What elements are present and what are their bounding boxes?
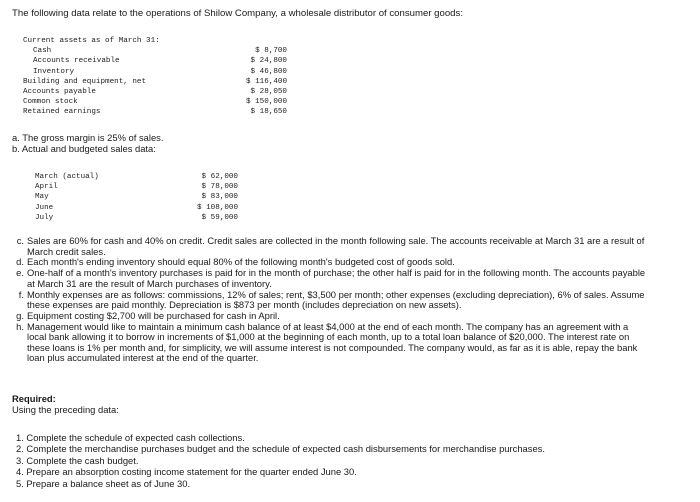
sales-month: July [35, 213, 54, 222]
sales-row [35, 182, 238, 192]
note-text: One-half of a month's inventory purchases is paid for in the month of purchase; the other half is paid for in the following month. The accounts payable at March 31 are the result of March purchases of inventory. [27, 267, 646, 289]
balance-label: Accounts receivable [33, 57, 120, 66]
sales-value: $ 62,000 [201, 173, 238, 181]
balance-row-accounts-payable [23, 87, 287, 97]
sales-row [35, 172, 238, 182]
task-item: 1. Complete the schedule of expected cash collections. [16, 432, 245, 443]
note-key: h. [16, 320, 24, 332]
balance-value: $ 150,000 [245, 98, 287, 107]
balance-value: $ 28,050 [250, 88, 287, 97]
sales-value: $ 108,000 [196, 203, 238, 212]
sales-month: June [35, 203, 54, 212]
note-f [10, 290, 650, 311]
sales-value: $ 78,000 [201, 183, 238, 192]
required-heading: Required: [12, 393, 56, 404]
balance-value: $ 18,650 [250, 108, 287, 117]
sales-row [35, 192, 238, 202]
balance-label: Common stock [23, 98, 78, 107]
note-e [10, 268, 650, 289]
note-b: b. Actual and budgeted sales data: [12, 143, 156, 155]
balance-label: Retained earnings [23, 108, 101, 117]
balance-row-building [23, 77, 287, 87]
note-key: e. [16, 267, 24, 279]
sales-data [35, 172, 238, 223]
task-item: 4. Prepare an absorption costing income statement for the quarter ended June 30. [16, 466, 357, 478]
note-c [10, 236, 650, 257]
sales-value: $ 83,000 [201, 193, 238, 202]
balance-row-inventory [23, 67, 287, 77]
note-h [10, 322, 650, 364]
note-text: Equipment costing $2,700 will be purchased for cash in April. [27, 309, 280, 321]
balance-value: $ 8,700 [255, 47, 287, 56]
task-item: 3. Complete the cash budget. [16, 454, 139, 466]
notes-a-b [12, 132, 163, 155]
note-a: a. The gross margin is 25% of sales. [12, 132, 164, 143]
balance-header-row [23, 36, 287, 46]
sales-row [35, 213, 238, 223]
balance-label: Inventory [33, 67, 75, 76]
balance-value: $ 116,400 [245, 77, 287, 86]
sales-row [35, 203, 238, 213]
balance-label: Accounts payable [23, 88, 96, 97]
required-section [12, 393, 119, 416]
required-task-list [16, 432, 545, 489]
note-text: Monthly expenses are as follows: commissions, 12% of sales; rent, $3,500 per month; other expenses (excluding depreciation), 6% of sales. Assume these expenses are paid monthly. Depreciation is $873 per month (includes depreciation on new assets). [27, 288, 645, 311]
balance-row-common-stock [23, 97, 287, 107]
balance-value: $ 24,800 [250, 57, 287, 66]
balance-row-accounts-receivable [23, 56, 287, 66]
balance-data [23, 36, 287, 118]
sales-month: May [35, 193, 49, 202]
note-key: c. [16, 235, 24, 246]
sales-month: March (actual) [35, 173, 99, 181]
note-g [10, 311, 650, 322]
required-subheading: Using the preceding data: [12, 404, 119, 416]
note-text: Each month's ending inventory should equal 80% of the following month's budgeted cost of goods sold. [27, 256, 455, 268]
balance-value: $ 46,800 [250, 67, 287, 76]
task-item: 5. Prepare a balance sheet as of June 30. [16, 477, 191, 489]
balance-row-cash [23, 46, 287, 56]
balance-label: Building and equipment, net [23, 77, 147, 86]
intro-text: The following data relate to the operations of Shilow Company, a wholesale distributor of consumer goods: [12, 8, 463, 19]
note-text: Management would like to maintain a minimum cash balance of at least $4,000 at the end of each month. The company has an agreement with a local bank allowing it to borrow in increments of $1,000 at the beginning of each month, up to a total loan balance of $20,000. The interest rate on these loans is 1% per month and, for simplicity, we will assume interest is not compounded. The company would, as far as it is able, repay the bank loan plus accumulated interest at the end of the quarter. [27, 320, 638, 364]
note-key: f. [18, 288, 24, 300]
balance-row-retained-earnings [23, 107, 287, 117]
task-item: 2. Complete the merchandise purchases budget and the schedule of expected cash disbursements for merchandise purchases. [16, 443, 545, 455]
note-key: d. [16, 256, 24, 268]
balance-label: Cash [33, 47, 52, 56]
notes-list [10, 236, 650, 364]
note-key: g. [16, 309, 24, 321]
sales-month: April [35, 183, 58, 192]
sales-value: $ 59,000 [201, 213, 238, 222]
note-text: Sales are 60% for cash and 40% on credit. Credit sales are collected in the month following sale. The accounts receivable at March 31 are a result of March credit sales. [27, 235, 645, 257]
balance-header: Current assets as of March 31: [23, 37, 160, 45]
